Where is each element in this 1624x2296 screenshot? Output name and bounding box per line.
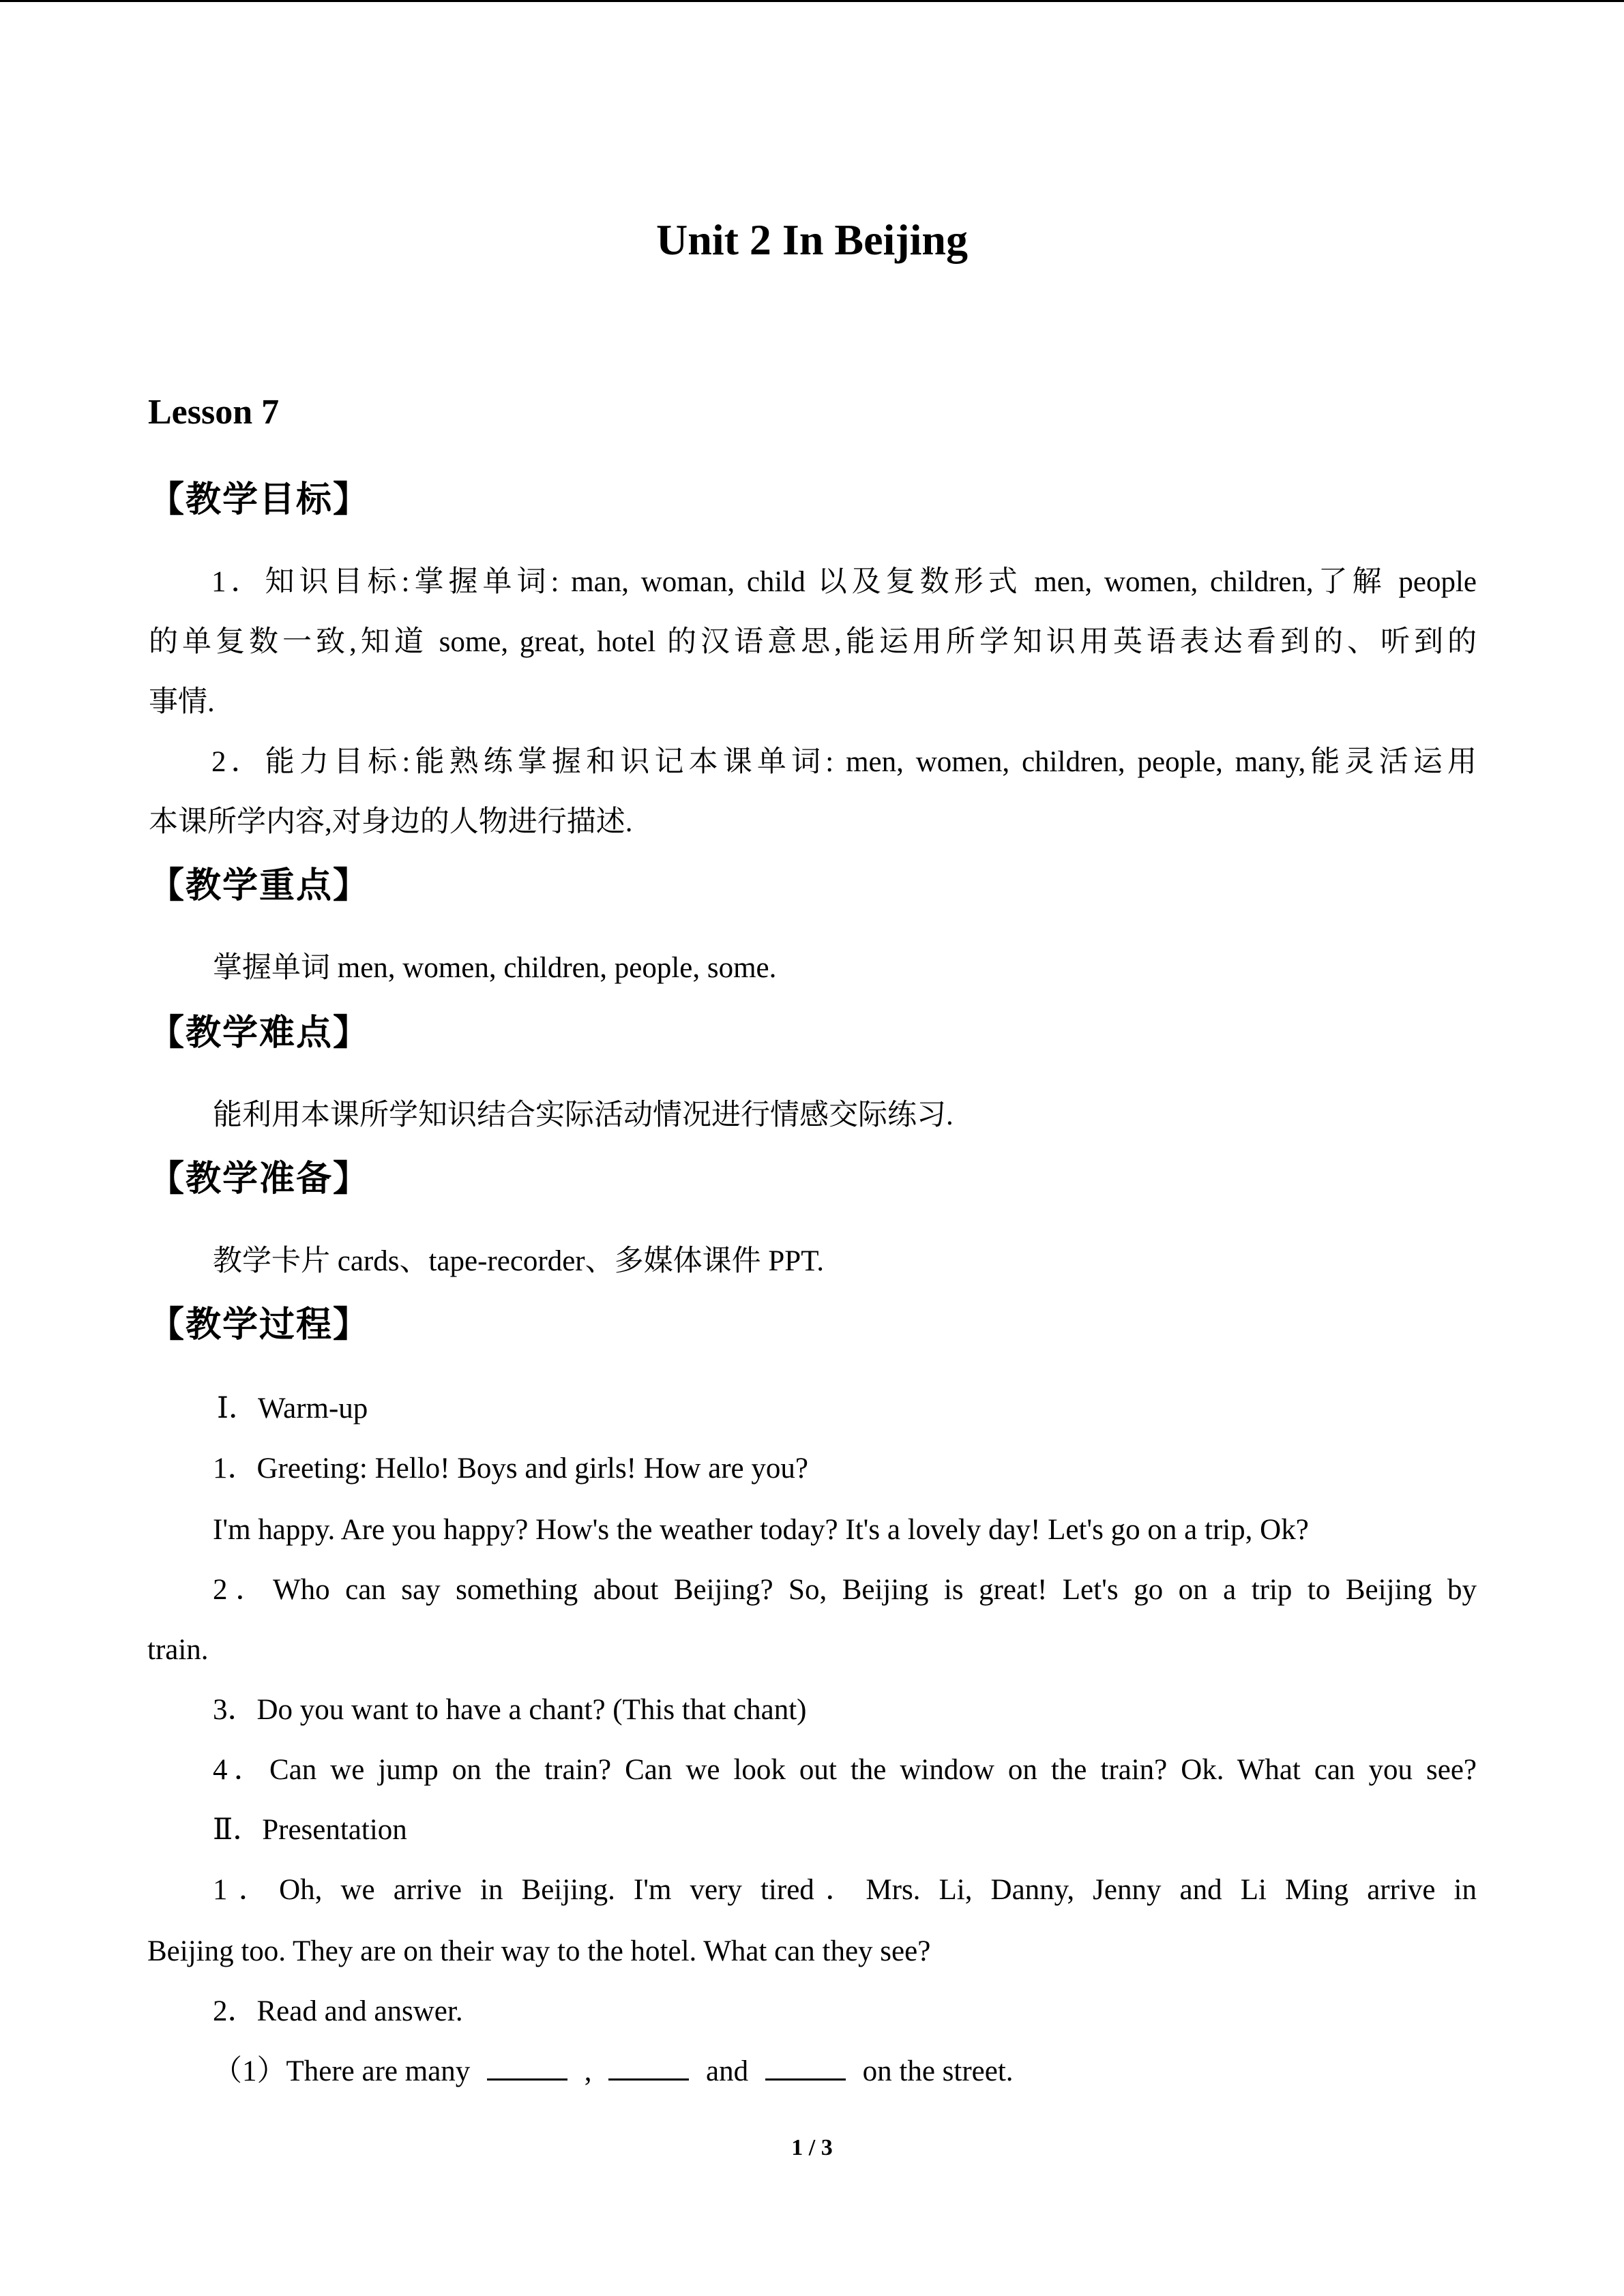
warmup-item-1b: I'm happy. Are you happy? How's the weather today? It's a lovely day! Let's go on a trip, Ok? <box>213 1514 1309 1546</box>
page-number: 1 / 3 <box>791 2135 833 2160</box>
section-heading-difficulties: 【教学难点】 <box>149 1013 370 1054</box>
difficulties-text: 能利用本课所学知识结合实际活动情况进行情感交际练习. <box>213 1099 954 1131</box>
presentation-heading: Ⅱ．Presentation <box>213 1814 407 1846</box>
warmup-heading: Ⅰ．Warm-up <box>217 1392 368 1425</box>
fill-in-question-1 <box>213 2051 1014 2092</box>
question-1-suffix: on the street. <box>862 2055 1014 2087</box>
objectives-p1-line2: 的单复数一致,知道 some, great, hotel 的汉语意思,能运用所学知识用英语表达看到的、听到的 <box>149 626 1477 658</box>
warmup-item-2-line1: 2．Who can say something about Beijing? So, Beijing is great! Let's go on a trip to Beijing by <box>213 1574 1477 1606</box>
warmup-item-3: 3．Do you want to have a chant? (This that chant) <box>213 1694 807 1726</box>
objectives-p2-line2: 本课所学内容,对身边的人物进行描述. <box>149 806 633 838</box>
section-heading-objectives: 【教学目标】 <box>149 479 370 520</box>
preparation-text: 教学卡片 cards、tape-recorder、多媒体课件 PPT. <box>213 1245 825 1277</box>
answer-blank-3[interactable] <box>765 2054 846 2081</box>
section-heading-process: 【教学过程】 <box>149 1304 370 1345</box>
key-points-text: 掌握单词 men, women, children, people, some. <box>213 952 777 984</box>
lesson-heading: Lesson 7 <box>148 393 280 432</box>
objectives-p1-line3: 事情. <box>149 686 215 718</box>
question-1-prefix: （1）There are many <box>213 2055 471 2087</box>
objectives-p2-line1: 2．能力目标:能熟练掌握和识记本课单词: men, women, children, people, many,能灵活运用 <box>211 746 1477 778</box>
section-heading-key-points: 【教学重点】 <box>149 865 370 906</box>
presentation-item-1-line1: 1．Oh, we arrive in Beijing. I'm very tired．Mrs. Li, Danny, Jenny and Li Ming arrive in <box>213 1874 1477 1906</box>
top-border <box>0 0 1624 2</box>
answer-blank-1[interactable] <box>487 2054 567 2081</box>
question-1-comma: , <box>584 2055 592 2087</box>
answer-blank-2[interactable] <box>608 2054 689 2081</box>
presentation-item-2: 2．Read and answer. <box>213 1995 463 2027</box>
presentation-item-1-line2: Beijing too. They are on their way to the hotel. What can they see? <box>147 1935 931 1967</box>
section-heading-preparation: 【教学准备】 <box>149 1159 370 1199</box>
document-title: Unit 2 In Beijing <box>656 215 968 264</box>
warmup-item-4: 4．Can we jump on the train? Can we look out the window on the train? Ok. What can you see? <box>213 1754 1477 1786</box>
question-1-and: and <box>706 2055 749 2087</box>
objectives-p1-line1: 1．知识目标:掌握单词: man, woman, child 以及复数形式 men, women, children,了解 people <box>211 566 1477 598</box>
warmup-item-1: 1．Greeting: Hello! Boys and girls! How are you? <box>213 1452 808 1485</box>
warmup-item-2-line2: train. <box>147 1634 209 1666</box>
